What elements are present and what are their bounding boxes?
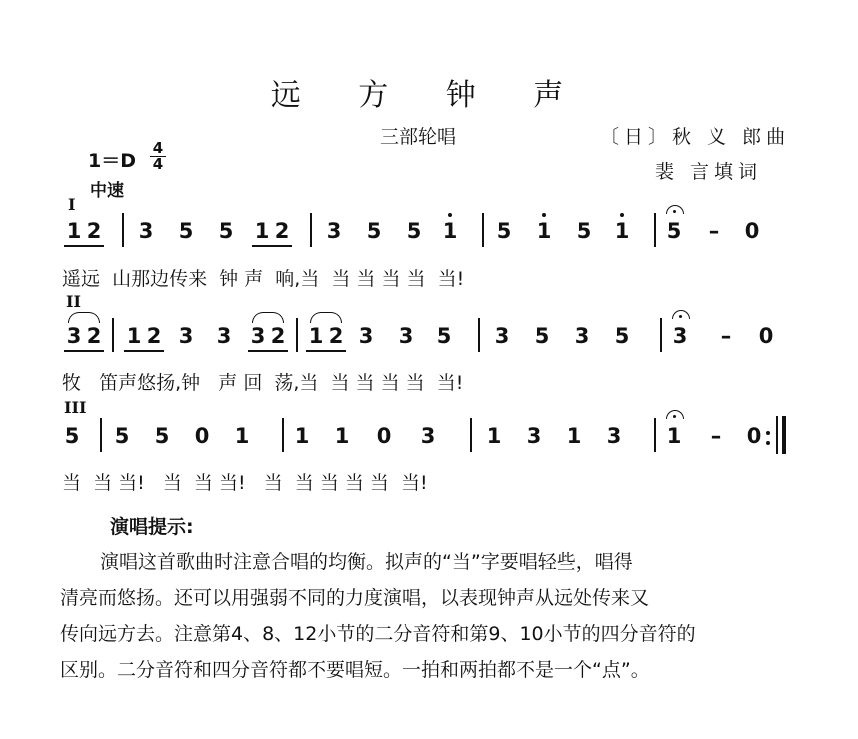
high-dot bbox=[620, 213, 624, 217]
lyricist-credit: 裴 言填词 bbox=[655, 161, 763, 183]
underline bbox=[306, 350, 346, 352]
note: 3 bbox=[672, 324, 688, 348]
barline bbox=[296, 318, 298, 352]
fermata bbox=[666, 410, 684, 419]
note: 3 bbox=[526, 424, 542, 448]
staff-part-1 bbox=[0, 219, 858, 249]
note: 5 bbox=[366, 219, 382, 243]
final-barline-thick bbox=[782, 416, 786, 454]
repeat-dot bbox=[766, 431, 770, 435]
note: 1 bbox=[536, 219, 552, 243]
part-label-1: I bbox=[68, 195, 76, 214]
note: 1 bbox=[442, 219, 458, 243]
lyrics-part-3: 当 当 当! 当 当 当! 当 当 当 当 当 当! bbox=[62, 472, 428, 494]
note: 1 bbox=[614, 219, 630, 243]
note: 1 bbox=[334, 424, 350, 448]
note: 5 bbox=[576, 219, 592, 243]
note: 0 bbox=[758, 324, 774, 348]
time-signature bbox=[150, 141, 166, 172]
final-barline-thin bbox=[776, 416, 778, 454]
note: 5 bbox=[496, 219, 512, 243]
note: 1 bbox=[308, 324, 324, 348]
staff-part-2 bbox=[0, 324, 858, 354]
time-signature-top: 4 bbox=[152, 139, 164, 157]
note: 2 bbox=[86, 324, 102, 348]
note: 0 bbox=[744, 219, 760, 243]
note: 3 bbox=[326, 219, 342, 243]
repeat-dot bbox=[766, 441, 770, 445]
high-dot bbox=[542, 213, 546, 217]
slur bbox=[68, 312, 100, 323]
note: 5 bbox=[218, 219, 234, 243]
note: 0 bbox=[376, 424, 392, 448]
song-title: 远 方 钟 声 bbox=[270, 78, 588, 113]
tempo-marking: 中速 bbox=[90, 181, 124, 201]
note: 5 bbox=[114, 424, 130, 448]
note: 3 bbox=[574, 324, 590, 348]
barline bbox=[654, 418, 656, 452]
high-dot bbox=[448, 213, 452, 217]
note: 3 bbox=[138, 219, 154, 243]
note: – bbox=[710, 424, 722, 448]
key-signature: 1＝D bbox=[88, 150, 136, 172]
barline bbox=[482, 213, 484, 247]
note: 3 bbox=[358, 324, 374, 348]
note: 2 bbox=[270, 324, 286, 348]
underline bbox=[64, 350, 104, 352]
note: 2 bbox=[86, 219, 102, 243]
note: 3 bbox=[250, 324, 266, 348]
note: 1 bbox=[294, 424, 310, 448]
barline bbox=[470, 418, 472, 452]
note: 5 bbox=[406, 219, 422, 243]
note: 1 bbox=[486, 424, 502, 448]
hint-line: 演唱这首歌曲时注意合唱的均衡。拟声的“当”字要唱轻些，唱得 bbox=[100, 551, 633, 573]
note: 2 bbox=[146, 324, 162, 348]
note: 3 bbox=[178, 324, 194, 348]
note: 1 bbox=[666, 424, 682, 448]
time-signature-bottom: 4 bbox=[152, 155, 164, 173]
part-label-2: II bbox=[66, 292, 81, 311]
staff-part-3 bbox=[0, 424, 858, 454]
underline bbox=[252, 245, 292, 247]
barline bbox=[100, 418, 102, 452]
note: 0 bbox=[194, 424, 210, 448]
hint-line: 区别。二分音符和四分音符都不要唱短。一拍和两拍都不是一个“点”。 bbox=[60, 659, 650, 681]
fermata bbox=[672, 310, 690, 319]
note: 3 bbox=[420, 424, 436, 448]
barline bbox=[122, 213, 124, 247]
note: 2 bbox=[274, 219, 290, 243]
note: 3 bbox=[216, 324, 232, 348]
slur bbox=[310, 312, 342, 323]
barline bbox=[478, 318, 480, 352]
note: 5 bbox=[534, 324, 550, 348]
barline bbox=[654, 213, 656, 247]
part-label-3: III bbox=[64, 398, 87, 417]
note: 3 bbox=[606, 424, 622, 448]
hint-line: 清亮而悠扬。还可以用强弱不同的力度演唱，以表现钟声从远处传来又 bbox=[60, 587, 650, 609]
underline bbox=[64, 245, 104, 247]
note: 5 bbox=[436, 324, 452, 348]
hint-line: 传向远方去。注意第4、8、12小节的二分音符和第9、10小节的四分音符的 bbox=[60, 623, 696, 645]
barline bbox=[310, 213, 312, 247]
underline bbox=[124, 350, 164, 352]
hint-title: 演唱提示: bbox=[110, 516, 194, 538]
note: 1 bbox=[234, 424, 250, 448]
note: 3 bbox=[494, 324, 510, 348]
note: 3 bbox=[66, 324, 82, 348]
note: 5 bbox=[64, 424, 80, 448]
note: 1 bbox=[66, 219, 82, 243]
note: 5 bbox=[614, 324, 630, 348]
barline bbox=[282, 418, 284, 452]
note: 1 bbox=[566, 424, 582, 448]
hint-paragraph bbox=[60, 544, 800, 688]
fermata bbox=[666, 205, 684, 214]
note: 3 bbox=[398, 324, 414, 348]
underline bbox=[248, 350, 288, 352]
lyrics-part-2: 牧 笛声悠扬,钟 声 回 荡,当 当 当 当 当 当! bbox=[62, 372, 464, 394]
slur bbox=[252, 312, 284, 323]
note: – bbox=[708, 219, 720, 243]
subtitle: 三部轮唱 bbox=[380, 126, 457, 148]
note: 1 bbox=[126, 324, 142, 348]
note: 5 bbox=[178, 219, 194, 243]
note: – bbox=[720, 324, 732, 348]
lyrics-part-1: 遥远 山那边传来 钟 声 响,当 当 当 当 当 当! bbox=[62, 268, 465, 290]
barline bbox=[112, 318, 114, 352]
note: 1 bbox=[254, 219, 270, 243]
note: 2 bbox=[328, 324, 344, 348]
note: 0 bbox=[746, 424, 762, 448]
note: 5 bbox=[666, 219, 682, 243]
note: 5 bbox=[154, 424, 170, 448]
composer-credit: 〔日〕秋 义 郎曲 bbox=[600, 126, 791, 148]
barline bbox=[660, 318, 662, 352]
